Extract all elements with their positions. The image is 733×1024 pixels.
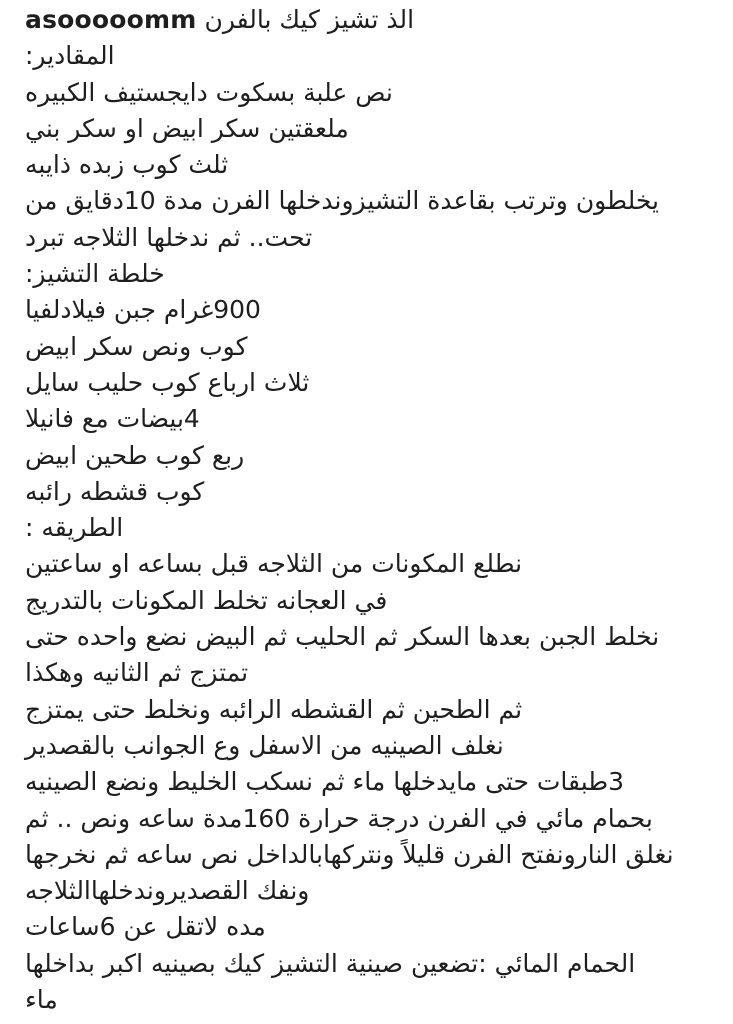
caption-line: نغلف الصينيه من الاسفل وع الجوانب بالقصدير — [25, 730, 504, 760]
caption-line: ملعقتين سكر ابيض او سكر بني — [25, 113, 349, 143]
caption-line-water-bath-note: الحمام المائي :تضعين صينية التشيز كيك بصينيه اكبر بداخلها — [25, 948, 636, 978]
caption-line: 3طبقات حتى مايدخلها ماء ثم نسكب الخليط ونضع الصينيه — [25, 767, 625, 797]
caption-line: ماء — [25, 985, 58, 1015]
caption-line: كوب ونص سكر ابيض — [25, 331, 248, 361]
caption-line: مده لاتقل عن 6ساعات — [25, 912, 266, 942]
caption-line: كوب قشطه رائبه — [25, 476, 205, 506]
caption-line: ثم الطحين ثم القشطه الرائبه ونخلط حتى يمتزج — [25, 694, 523, 724]
author-username[interactable]: asooooomm — [25, 5, 197, 34]
caption-line: ثلاث ارباع كوب حليب سايل — [25, 367, 310, 397]
caption-line: نخلط الجبن بعدها السكر ثم الحليب ثم البيض نضع واحده حتى — [25, 622, 660, 652]
caption-line: ربع كوب طحين ابيض — [25, 440, 245, 470]
post-title: الذ تشيز كيك بالفرن — [204, 5, 415, 34]
caption-line: ثلث كوب زبده ذايبه — [25, 150, 229, 180]
caption-line: نطلع المكونات من الثلاجه قبل بساعه او ساعتين — [25, 549, 523, 579]
caption-line: 900غرام جبن فيلادلفيا — [25, 295, 261, 325]
caption-line-ingredients-header: المقادير: — [25, 41, 115, 71]
caption-line: في العجانه تخلط المكونات بالتدريج — [25, 585, 388, 615]
caption-line: ونفك القصديروندخلهاالثلاجه — [25, 876, 310, 906]
caption-line: نص علبة بسكوت دايجستيف الكبيره — [25, 77, 393, 107]
caption-line: 4بيضات مع فانيلا — [25, 404, 200, 434]
caption-line: تمتزج ثم الثانيه وهكذا — [25, 658, 249, 688]
caption-line-cheese-mix-header: خلطة التشيز: — [25, 259, 165, 289]
caption-line: بحمام مائي في الفرن درجة حرارة 160مدة ساعه ونص .. ثم — [25, 803, 653, 833]
caption-line: يخلطون وترتب بقاعدة التشيزوندخلها الفرن مدة 10دقايق من — [25, 186, 659, 216]
caption-line-method-header: الطريقه : — [25, 513, 124, 543]
caption-first-line — [25, 2, 715, 38]
caption-line: نغلق النارونفتح الفرن قليلاً ونتركهابالداخل نص ساعه ثم نخرجها — [25, 839, 674, 869]
caption-line: تحت.. ثم ندخلها الثلاجه تبرد — [25, 222, 313, 252]
